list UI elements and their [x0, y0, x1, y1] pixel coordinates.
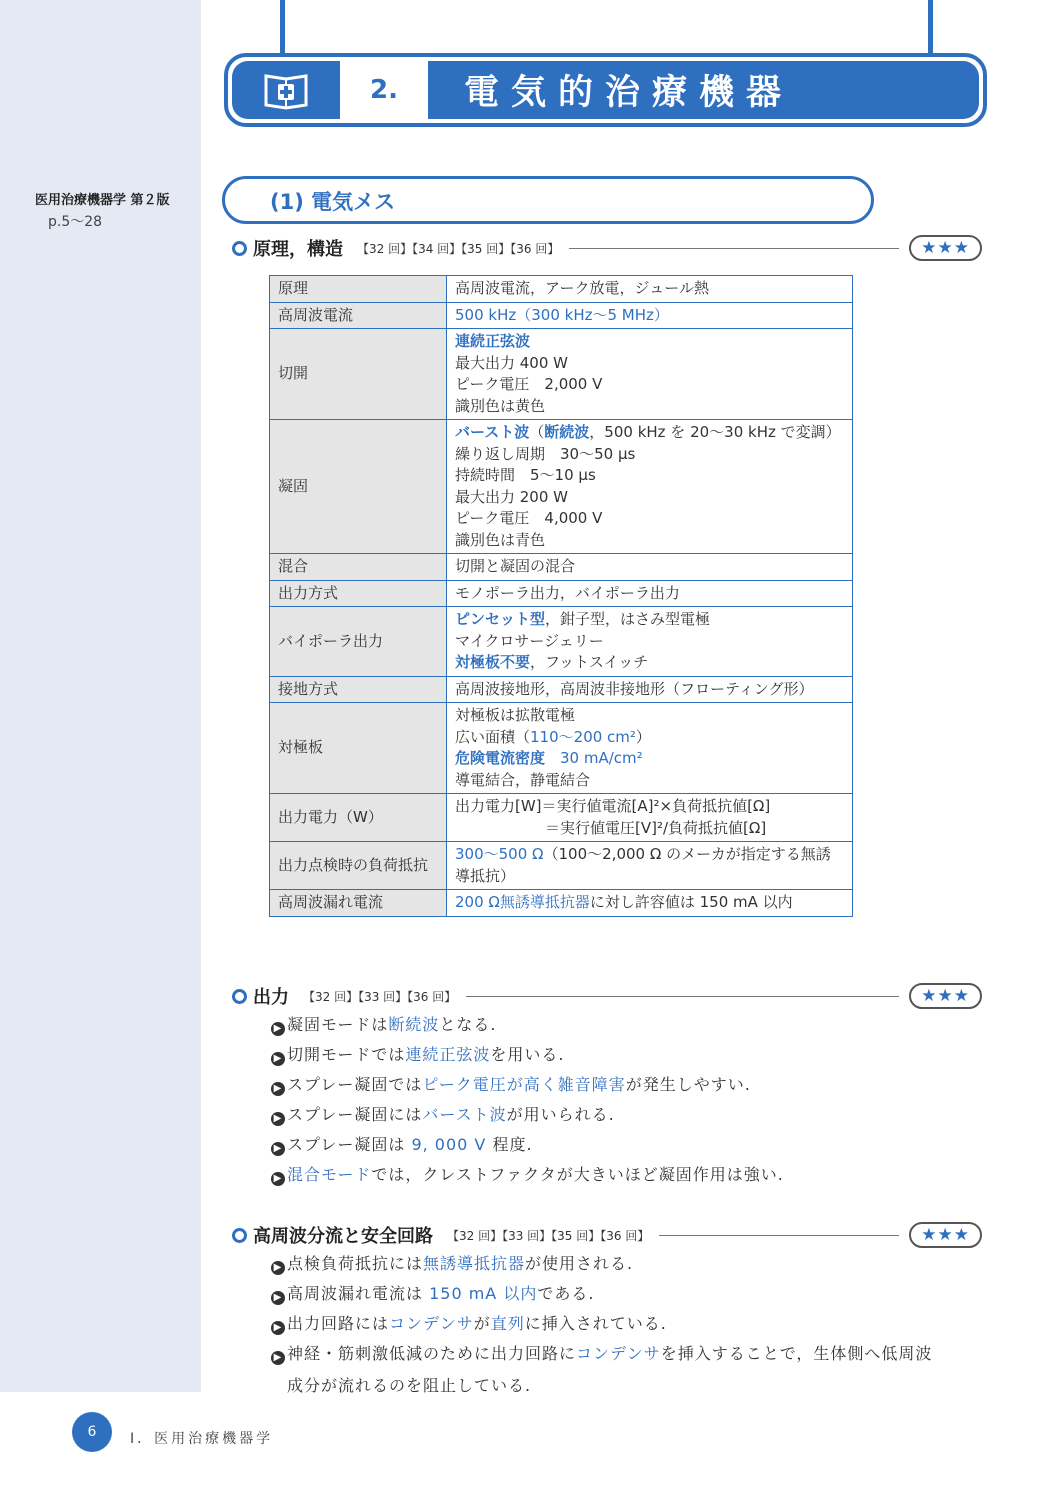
- heading-title: 出力: [253, 987, 289, 1008]
- arrow-bullet-icon: ▶: [271, 1082, 285, 1096]
- reference-pages: p.5～28: [48, 214, 103, 230]
- row-key: バイポーラ出力: [270, 607, 447, 677]
- text: マイクロサージェリー: [455, 631, 604, 650]
- highlight-text: 200 Ω無誘導抵抗器: [455, 893, 590, 911]
- value-line: [455, 353, 844, 375]
- arrow-bullet-icon: ▶: [271, 1321, 285, 1335]
- table-row: [270, 302, 853, 329]
- circle-bullet-icon: [232, 1228, 247, 1243]
- highlight-text: 連続正弦波: [455, 332, 531, 350]
- row-value: [447, 890, 853, 917]
- divider: [659, 1235, 899, 1236]
- text: が用いられる.: [506, 1105, 615, 1124]
- value-line: [455, 748, 844, 770]
- divider: [569, 248, 899, 249]
- value-line: [455, 679, 844, 701]
- heading-safety: [232, 1222, 982, 1248]
- table-row: [270, 890, 853, 917]
- arrow-bullet-icon: ▶: [271, 1112, 285, 1126]
- text: 広い面積（: [455, 727, 531, 746]
- bullet-continuation: 成分が流れるのを阻止している.: [287, 1376, 532, 1395]
- table-row: [270, 676, 853, 703]
- highlight-text: 9, 000 V: [411, 1135, 487, 1154]
- row-key: 凝固: [270, 420, 447, 554]
- row-value: [447, 554, 853, 581]
- circle-bullet-icon: [232, 989, 247, 1004]
- highlight-text: コンデンサ: [389, 1314, 474, 1333]
- bullet-item: [271, 1072, 751, 1096]
- sidebar: [0, 0, 201, 1392]
- value-line: [455, 892, 844, 914]
- value-line: [455, 556, 844, 578]
- value-line: [455, 609, 844, 631]
- footer-label: I．医用治療機器学: [130, 1431, 274, 1447]
- hanger-right: [928, 0, 933, 54]
- text: ，フットスイッチ: [530, 653, 649, 671]
- chapter-banner: [232, 61, 979, 119]
- text: 高周波接地形，高周波非接地形（フローティング形）: [455, 679, 814, 698]
- value-line: [455, 278, 844, 300]
- text: 導電結合，静電結合: [455, 770, 591, 789]
- importance-stars: ★★★: [909, 1222, 982, 1248]
- value-line: [455, 465, 844, 487]
- text: では，クレストファクタが大きいほど凝固作用は強い.: [371, 1165, 784, 1184]
- table-row: [270, 580, 853, 607]
- chapter-title: 電気的治療機器: [464, 73, 794, 113]
- bullet-item: [271, 1102, 615, 1126]
- row-value: [447, 794, 853, 842]
- highlight-text: 500 kHz（300 kHz～5 MHz）: [455, 305, 669, 324]
- bullet-item: [271, 1012, 496, 1036]
- spec-table: [269, 275, 853, 917]
- row-value: [447, 607, 853, 677]
- highlight-text: 危険電流密度: [455, 749, 546, 767]
- table-row: [270, 554, 853, 581]
- row-key: 対極板: [270, 703, 447, 794]
- table-row: [270, 703, 853, 794]
- table-row: [270, 842, 853, 890]
- value-line: [455, 305, 844, 327]
- value-line: [455, 770, 844, 792]
- highlight-text: 110～200 cm²: [530, 727, 636, 746]
- divider: [466, 996, 899, 997]
- text: 繰り返し周期 30～50 μs: [455, 444, 636, 463]
- row-value: [447, 703, 853, 794]
- row-value: [447, 580, 853, 607]
- chapter-number: 2.: [340, 61, 428, 119]
- text: が使用される.: [525, 1254, 634, 1273]
- book-plus-icon: [242, 67, 330, 113]
- highlight-text: バースト波: [455, 423, 530, 441]
- heading-title: 原理，構造: [253, 239, 343, 260]
- bullet-item: [271, 1341, 932, 1365]
- text: が発生しやすい.: [625, 1075, 751, 1094]
- value-line: [455, 530, 844, 552]
- value-line: [455, 444, 844, 466]
- highlight-text: コンデンサ: [576, 1344, 661, 1363]
- value-line: [455, 844, 844, 866]
- row-value: [447, 276, 853, 303]
- row-key: 高周波電流: [270, 302, 447, 329]
- highlight-text: 直列: [490, 1314, 525, 1333]
- value-line: [455, 631, 844, 653]
- heading-output: [232, 983, 982, 1009]
- value-line: [455, 866, 844, 888]
- table-row: [270, 420, 853, 554]
- text: 高周波電流，アーク放電，ジュール熱: [455, 279, 709, 297]
- row-key: 原理: [270, 276, 447, 303]
- value-line: [455, 705, 844, 727]
- row-key: 切開: [270, 329, 447, 420]
- text: 出力電力[W]＝実行値電流[A]²×負荷抵抗値[Ω]: [455, 797, 771, 815]
- text: 神経・筋刺激低減のために出力回路に: [287, 1344, 577, 1363]
- bullet-item: [271, 1311, 667, 1335]
- text: に挿入されている.: [524, 1314, 667, 1333]
- highlight-text: 300～500 Ω: [455, 845, 544, 863]
- value-line: [455, 796, 844, 818]
- value-line: [455, 396, 844, 418]
- row-key: 出力点検時の負荷抵抗: [270, 842, 447, 890]
- row-key: 出力方式: [270, 580, 447, 607]
- row-value: [447, 420, 853, 554]
- heading-principle: [232, 235, 982, 261]
- exam-tags: 【32 回】【33 回】【36 回】: [303, 989, 457, 1004]
- value-line: [455, 727, 844, 749]
- reference-book: 医用治療機器学 第２版: [35, 193, 170, 208]
- arrow-bullet-icon: ▶: [271, 1261, 285, 1275]
- text: 切開と凝固の混合: [455, 557, 576, 575]
- arrow-bullet-icon: ▶: [271, 1052, 285, 1066]
- value-line: [455, 374, 844, 396]
- highlight-text: 対極板不要: [455, 653, 531, 671]
- page-number: 6: [72, 1412, 112, 1452]
- value-line: [455, 422, 844, 444]
- text: に対し許容値は 150 mA 以内: [589, 893, 793, 911]
- text: ピーク電圧 2,000 V: [455, 375, 603, 393]
- highlight-text: 30 mA/cm²: [545, 749, 643, 767]
- circle-bullet-icon: [232, 241, 247, 256]
- text: 持続時間 5～10 μs: [455, 466, 596, 484]
- row-value: [447, 302, 853, 329]
- row-value: [447, 842, 853, 890]
- value-line: [455, 583, 844, 605]
- text: 識別色は黄色: [455, 396, 546, 415]
- table-row: [270, 329, 853, 420]
- arrow-bullet-icon: ▶: [271, 1351, 285, 1365]
- text: を用いる.: [490, 1045, 565, 1064]
- arrow-bullet-icon: ▶: [271, 1172, 285, 1186]
- text: モノポーラ出力，バイポーラ出力: [455, 583, 680, 602]
- arrow-bullet-icon: ▶: [271, 1022, 285, 1036]
- highlight-text: バースト波: [422, 1105, 507, 1124]
- text: （100～2,000 Ω のメーカが指定する無誘: [543, 845, 831, 863]
- text: 点検負荷抵抗には: [287, 1254, 424, 1273]
- value-line: [455, 652, 844, 674]
- value-line: [455, 331, 844, 353]
- text: ，鉗子型，はさみ型電極: [545, 610, 711, 628]
- text: が: [473, 1314, 491, 1333]
- row-key: 高周波漏れ電流: [270, 890, 447, 917]
- arrow-bullet-icon: ▶: [271, 1291, 285, 1305]
- text: を挿入することで，生体側へ低周波: [660, 1344, 933, 1363]
- text: 導抵抗）: [455, 866, 516, 885]
- importance-stars: ★★★: [909, 983, 982, 1009]
- row-key: 接地方式: [270, 676, 447, 703]
- highlight-text: ピーク電圧が高く雑音障害: [422, 1075, 626, 1094]
- hanger-left: [280, 0, 285, 54]
- table-row: [270, 276, 853, 303]
- highlight-text: 断続波: [388, 1015, 440, 1034]
- text: 最大出力 400 W: [455, 353, 568, 372]
- row-value: [447, 676, 853, 703]
- bullet-item: [271, 1042, 564, 1066]
- text: 対極板は拡散電極: [455, 706, 576, 724]
- value-line: [455, 818, 844, 840]
- text: 最大出力 200 W: [455, 487, 568, 506]
- bullet-item: [271, 1281, 594, 1305]
- section-title: (1) 電気メス: [270, 190, 396, 214]
- text: である.: [537, 1284, 595, 1303]
- exam-tags: 【32 回】【34 回】【35 回】【36 回】: [357, 241, 560, 256]
- row-key: 混合: [270, 554, 447, 581]
- text: ピーク電圧 4,000 V: [455, 509, 603, 527]
- text: （: [529, 423, 545, 441]
- text: ）: [635, 727, 651, 746]
- highlight-text: 断続波: [544, 423, 590, 441]
- text: スプレー凝固には: [287, 1105, 423, 1124]
- highlight-text: ピンセット型: [455, 610, 546, 628]
- text: となる.: [439, 1015, 497, 1034]
- value-line: [455, 487, 844, 509]
- table-row: [270, 607, 853, 677]
- text: 高周波漏れ電流は: [287, 1284, 430, 1303]
- text: スプレー凝固では: [287, 1075, 423, 1094]
- bullet-item: [271, 1251, 633, 1275]
- highlight-text: 150 mA 以内: [429, 1284, 538, 1303]
- text: ，500 kHz を 20～30 kHz で変調）: [589, 423, 841, 441]
- exam-tags: 【32 回】【33 回】【35 回】【36 回】: [447, 1228, 650, 1243]
- row-key: 出力電力（W）: [270, 794, 447, 842]
- arrow-bullet-icon: ▶: [271, 1142, 285, 1156]
- text: ＝実行値電圧[V]²/負荷抵抗値[Ω]: [455, 818, 767, 837]
- highlight-text: 混合モード: [287, 1165, 372, 1184]
- text: 程度.: [486, 1135, 533, 1154]
- table-row: [270, 794, 853, 842]
- bullet-item: [271, 1132, 533, 1156]
- text: 切開モードでは: [287, 1045, 406, 1064]
- text: 出力回路には: [287, 1314, 390, 1333]
- bullet-item: [271, 1162, 784, 1186]
- highlight-text: 連続正弦波: [405, 1045, 491, 1064]
- heading-title: 高周波分流と安全回路: [253, 1226, 433, 1247]
- text: スプレー凝固は: [287, 1135, 412, 1154]
- highlight-text: 無誘導抵抗器: [423, 1254, 526, 1273]
- value-line: [455, 508, 844, 530]
- row-value: [447, 329, 853, 420]
- text: 識別色は青色: [455, 530, 546, 549]
- importance-stars: ★★★: [909, 235, 982, 261]
- text: 凝固モードは: [287, 1015, 389, 1034]
